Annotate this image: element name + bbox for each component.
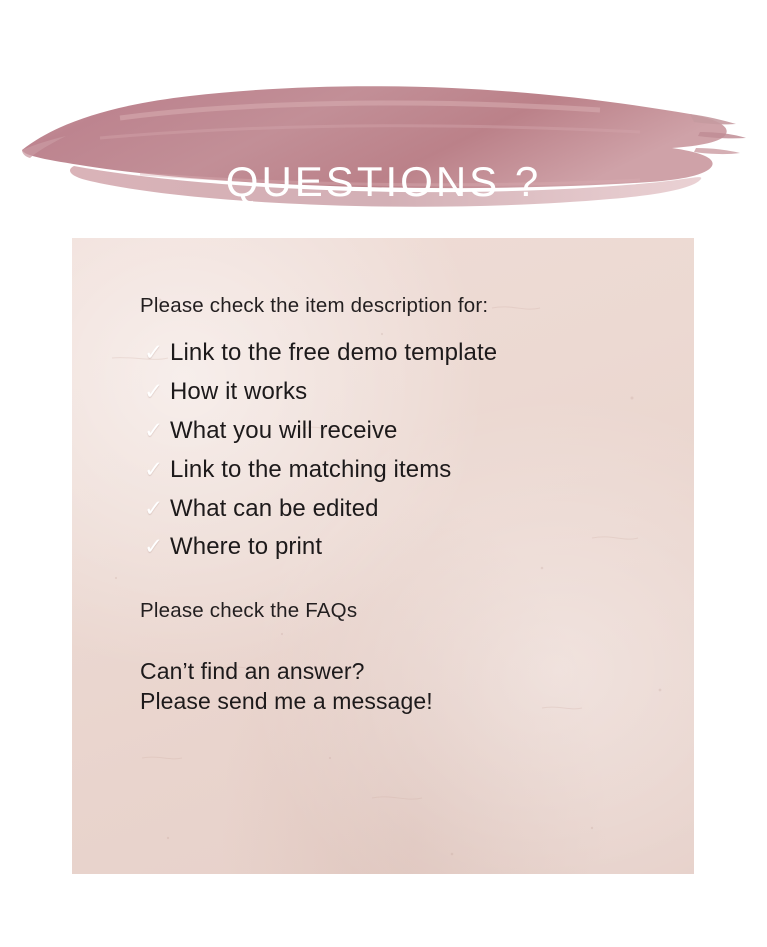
intro-text: Please check the item description for: [140,294,489,317]
faq-note: Please check the FAQs [140,599,358,623]
brush-banner [0,62,767,212]
page-title: QUESTIONS ? [225,158,542,205]
list-item-label: Link to the free demo template [170,339,498,366]
list-item-label: How it works [170,377,308,405]
info-card [72,238,694,874]
check-icon: ✓ [144,339,164,365]
check-icon: ✓ [144,377,164,404]
closing-line-1: Can’t find an answer? [140,658,365,685]
check-icon: ✓ [144,494,164,521]
list-item-label: Link to the matching items [170,455,452,483]
closing-message [140,657,668,716]
list-item [144,496,668,523]
list-item [144,457,668,484]
list-item [144,534,668,561]
check-icon: ✓ [144,455,164,482]
check-icon: ✓ [144,533,164,560]
list-item [144,418,668,445]
list-item [144,340,668,367]
check-icon: ✓ [144,416,164,443]
list-item-label: What can be edited [170,494,379,522]
list-item [144,379,668,406]
list-item-label: Where to print [170,533,323,561]
closing-line-2: Please send me a message! [140,687,433,714]
list-item-label: What you will receive [170,416,398,444]
checklist [144,340,668,561]
